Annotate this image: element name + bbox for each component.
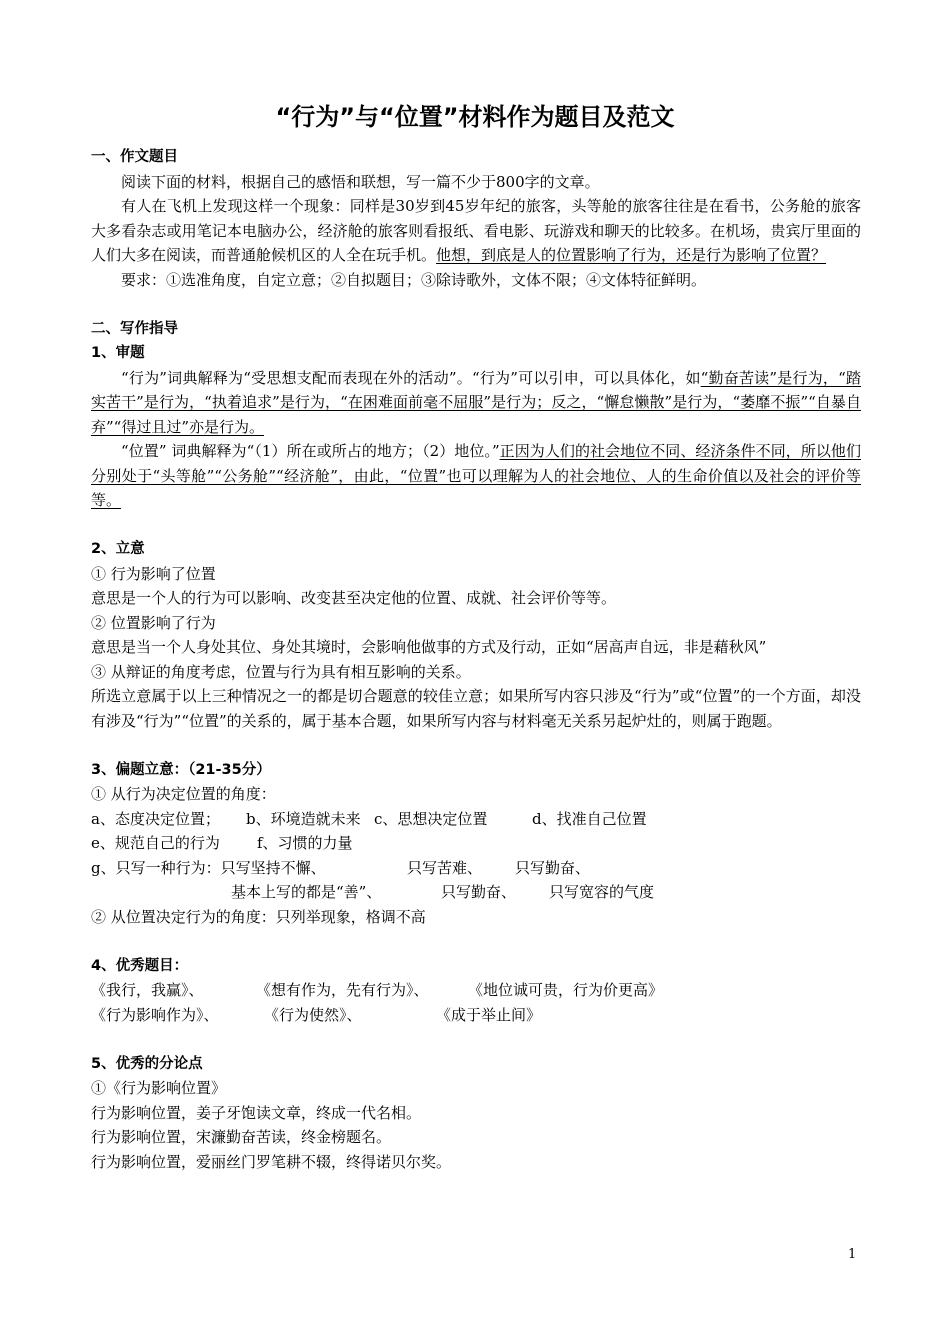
theme-item-2: ② 位置影响了行为: [91, 613, 216, 632]
list-item: 《成于举止间》: [436, 1005, 542, 1024]
subheading-sub-arguments: 5、优秀的分论点: [91, 1055, 203, 1072]
titles-row-2: [91, 1003, 861, 1028]
off-topic-list-row-3: [91, 856, 861, 881]
section-heading-guidance: 二、写作指导: [91, 320, 178, 337]
list-item: c、思想决定位置: [374, 809, 488, 828]
topic-intro: 阅读下面的材料，根据自己的感悟和联想，写一篇不少于800字的文章。: [121, 172, 600, 191]
list-item: 只写勤奋、: [441, 883, 517, 901]
behavior-examples: “勤奋苦读”是行为，“踏实苦干”是行为，“执着追求”是行为，“在困难面前毫不屈服”是行为；反之，“懈怠懒散”是行为，“萎靡不振”“自暴自弃”“得过且过”亦是行为。: [91, 368, 861, 436]
topic-material: [91, 194, 861, 268]
theme-item-1-desc: 意思是一个人的行为可以影响、改变甚至决定他的位置、成就、社会评价等等。: [91, 589, 617, 607]
subheading-theme: 2、立意: [91, 541, 145, 557]
review-behavior-paragraph: [91, 366, 861, 440]
position-explanation: 正因为人们的社会地位不同、经济条件不同，所以他们分别处于“头等舱”“公务舱”“经济舱”，由此，“位置”也可以理解为人的社会地位、人的生命价值以及社会的评价等等。: [91, 442, 861, 509]
list-item: 只写苦难、: [407, 858, 483, 877]
section-heading-topic: 一、作文题目: [91, 149, 178, 165]
off-topic-angle-1: ① 从行为决定位置的角度：: [91, 785, 276, 803]
material-text: 有人在飞机上发现这样一个现象：同样是30岁到45岁年纪的旅客，头等舱的旅客往往是在看书，公务舱的旅客大多看杂志或用笔记本电脑办公，经济舱的旅客则看报纸、看电影、玩游戏和聊天的比较多。在机场，贵宾厅里面的人们大多在阅读，而普通舱候机区的人全在玩手机。: [91, 197, 861, 264]
sub-argument-3: 行为影响位置，爱丽丝门罗笔耕不辍，终得诺贝尔奖。: [91, 1152, 452, 1171]
list-item: 《想有作为，先有行为》、: [256, 981, 429, 999]
off-topic-angle-2: ② 从位置决定行为的角度：只列举现象，格调不高: [91, 907, 426, 926]
theme-item-3: ③ 从辩证的角度考虑，位置与行为具有相互影响的关系。: [91, 662, 471, 681]
subheading-titles: 4、优秀题目：: [91, 957, 189, 974]
off-topic-list-row-2: [91, 831, 861, 856]
subheading-off-topic: 3、偏题立意：（21-35分）: [91, 761, 271, 778]
review-position-paragraph: [91, 439, 861, 513]
list-item: a、态度决定位置；: [91, 809, 220, 828]
list-item: 《地位诚可贵，行为价更高》: [468, 981, 664, 999]
off-topic-list-row-4: [91, 880, 861, 905]
list-item: f、习惯的力量: [257, 834, 353, 852]
document-title: “行为”与“位置”材料作为题目及范文: [275, 103, 675, 131]
subheading-review: 1、审题: [91, 345, 145, 361]
list-item: 《我行，我赢》、: [91, 981, 204, 999]
theme-summary: 所选立意属于以上三种情况之一的都是切合题意的较佳立意；如果所写内容只涉及“行为”或“位置”的一个方面，却没有涉及“行为”“位置”的关系的，属于基本合题，如果所写内容与材料毫无关系另起炉灶的，则属于跑题。: [91, 687, 861, 730]
sub-argument-1: 行为影响位置，姜子牙饱读文章，终成一代名相。: [91, 1103, 422, 1122]
behavior-definition: “行为”词典解释为“受思想支配而表现在外的活动”。“行为”可以引申，可以具体化，如: [121, 368, 701, 387]
sub-argument-title: ①《行为影响位置》: [91, 1079, 227, 1097]
list-item: d、找准自己位置: [532, 809, 647, 828]
material-question: 他想，到底是人的位置影响了行为，还是行为影响了位置？: [436, 246, 827, 264]
sub-argument-2: 行为影响位置，宋濂勤奋苦读，终金榜题名。: [91, 1128, 392, 1146]
list-item: 只写宽容的气度: [549, 883, 655, 901]
titles-row-1: [91, 978, 861, 1003]
theme-item-1: ① 行为影响了位置: [91, 564, 216, 583]
list-item: e、规范自己的行为: [91, 834, 220, 852]
document-body: [91, 145, 861, 1174]
off-topic-list-row-1: [91, 807, 861, 832]
page-number: 1: [848, 1247, 857, 1262]
topic-requirements: 要求：①选准角度，自定立意；②自拟题目；③除诗歌外，文体不限；④文体特征鲜明。: [121, 270, 707, 289]
list-item: 《行为影响作为》、: [91, 1005, 219, 1024]
list-item: g、只写一种行为：只写坚持不懈、: [91, 858, 326, 877]
theme-item-2-desc: 意思是当一个人身处其位、身处其境时，会影响他做事的方式及行动，正如“居高声自远，非是藉秋风”: [91, 638, 767, 656]
list-item: 基本上写的都是“善”、: [231, 883, 382, 901]
list-item: 《行为使然》、: [264, 1005, 362, 1024]
position-definition: “位置” 词典解释为“（1）所在或所占的地方；（2）地位。”: [121, 442, 500, 460]
list-item: b、环境造就未来: [246, 809, 361, 828]
list-item: 只写勤奋、: [515, 858, 591, 877]
